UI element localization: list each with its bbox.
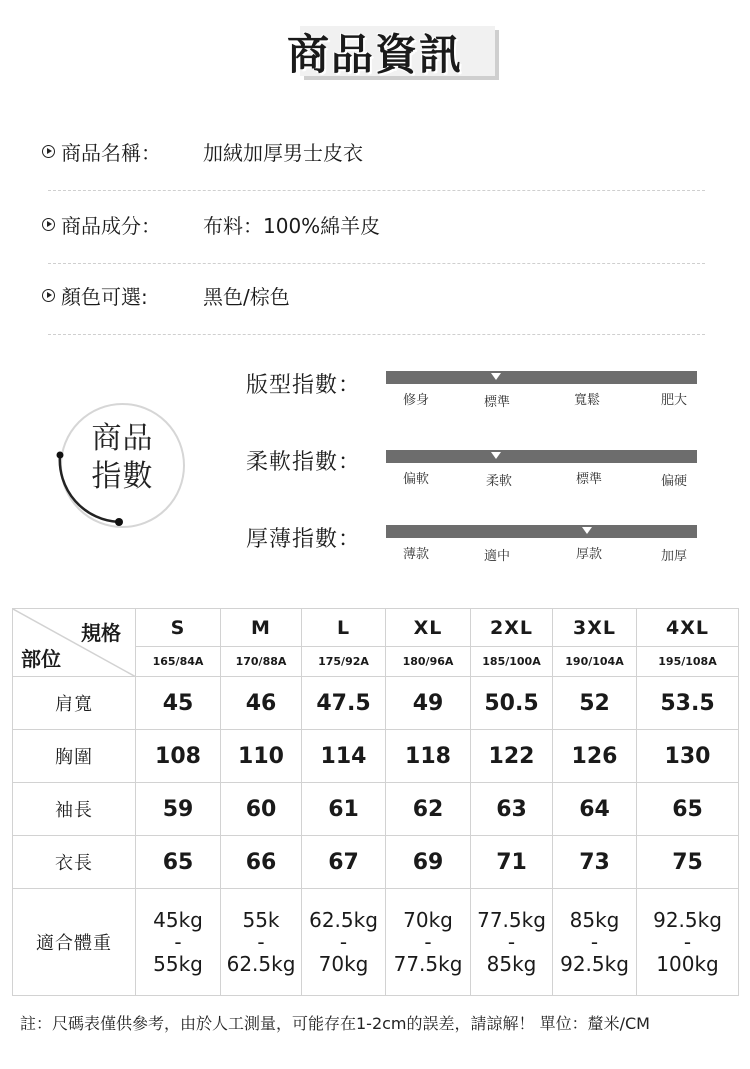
weight-cell <box>553 889 637 996</box>
weight-to: 77.5kg <box>393 952 463 976</box>
part-label: 胸圍 <box>13 730 136 783</box>
weight-to: 100kg <box>656 952 719 976</box>
size-header: L <box>302 609 386 647</box>
table-row <box>13 730 739 783</box>
table-cell: 69 <box>386 836 471 889</box>
size-subheader: 175/92A <box>302 647 386 677</box>
table-cell: 45 <box>136 677 221 730</box>
index-option: 加厚 <box>660 549 687 564</box>
weight-sep: - <box>590 930 599 954</box>
weight-cell <box>386 889 471 996</box>
size-header: M <box>221 609 302 647</box>
weight-from: 45kg <box>153 908 203 932</box>
info-value: 黑色/棕色 <box>203 284 290 309</box>
weight-from: 70kg <box>403 908 453 932</box>
table-row-weight <box>13 889 739 996</box>
index-option: 肥大 <box>660 393 687 408</box>
index-label-fit: 版型指數： <box>246 373 362 398</box>
table-cell: 65 <box>637 783 739 836</box>
page-title: 商品資訊 <box>286 30 463 79</box>
circle-line-1: 商品 <box>91 421 154 456</box>
part-label: 袖長 <box>13 783 136 836</box>
index-option: 偏硬 <box>660 474 687 489</box>
table-cell: 59 <box>136 783 221 836</box>
size-subheader: 190/104A <box>553 647 637 677</box>
part-label: 衣長 <box>13 836 136 889</box>
table-cell: 53.5 <box>637 677 739 730</box>
table-cell: 71 <box>471 836 553 889</box>
divider <box>48 263 705 264</box>
weight-from: 92.5kg <box>653 908 722 932</box>
weight-cell <box>136 889 221 996</box>
table-cell: 126 <box>553 730 637 783</box>
weight-sep: - <box>507 930 516 954</box>
size-header: XL <box>386 609 471 647</box>
size-subheader: 170/88A <box>221 647 302 677</box>
index-marker <box>491 373 501 380</box>
weight-sep: - <box>339 930 348 954</box>
size-header: 4XL <box>637 609 739 647</box>
index-label-thickness: 厚薄指數： <box>246 527 362 552</box>
table-cell: 52 <box>553 677 637 730</box>
size-chart-table <box>12 608 739 996</box>
index-marker <box>491 452 501 459</box>
table-cell: 46 <box>221 677 302 730</box>
weight-to: 55kg <box>153 952 203 976</box>
index-option: 適中 <box>483 549 510 564</box>
weight-to: 85kg <box>486 952 537 976</box>
size-header: S <box>136 609 221 647</box>
table-cell: 118 <box>386 730 471 783</box>
info-row-name <box>42 136 363 166</box>
table-cell: 130 <box>637 730 739 783</box>
table-cell: 122 <box>471 730 553 783</box>
info-label: 商品名稱： <box>61 140 161 165</box>
index-option: 標準 <box>575 472 602 487</box>
table-cell: 73 <box>553 836 637 889</box>
index-marker <box>582 527 592 534</box>
play-circle-icon <box>42 289 55 302</box>
size-subheader: 185/100A <box>471 647 553 677</box>
weight-sep: - <box>683 930 692 954</box>
index-label-softness: 柔軟指數： <box>246 450 362 475</box>
table-row <box>13 677 739 730</box>
weight-from: 62.5kg <box>309 908 378 932</box>
circle-line-2: 指數 <box>91 459 154 494</box>
index-bar-thickness <box>386 525 697 538</box>
footnote: 註：尺碼表僅供參考，由於人工測量，可能存在1-2cm的誤差，請諒解！ 單位：釐米/CM <box>20 1014 650 1033</box>
weight-cell <box>471 889 553 996</box>
table-cell: 63 <box>471 783 553 836</box>
table-cell: 67 <box>302 836 386 889</box>
size-header: 2XL <box>471 609 553 647</box>
weight-cell <box>302 889 386 996</box>
info-label: 商品成分： <box>61 213 161 238</box>
weight-from: 77.5kg <box>477 908 546 932</box>
index-bar-softness <box>386 450 697 463</box>
weight-cell <box>637 889 739 996</box>
size-subheader: 180/96A <box>386 647 471 677</box>
table-cell: 66 <box>221 836 302 889</box>
weight-cell <box>221 889 302 996</box>
corner-spec-label: 規格 <box>81 621 121 645</box>
index-option: 偏軟 <box>402 472 429 487</box>
part-label: 適合體重 <box>13 889 136 996</box>
table-row <box>13 836 739 889</box>
index-option: 寬鬆 <box>573 393 600 408</box>
table-row <box>13 783 739 836</box>
weight-sep: - <box>174 930 182 954</box>
table-cell: 47.5 <box>302 677 386 730</box>
table-cell: 65 <box>136 836 221 889</box>
table-cell: 61 <box>302 783 386 836</box>
info-value: 加絨加厚男士皮衣 <box>203 140 363 165</box>
table-corner-cell <box>13 609 136 677</box>
table-cell: 60 <box>221 783 302 836</box>
info-value: 布料：100%綿羊皮 <box>203 213 381 238</box>
play-circle-icon <box>42 145 55 158</box>
table-cell: 49 <box>386 677 471 730</box>
index-option: 標準 <box>483 395 510 410</box>
play-circle-icon <box>42 218 55 231</box>
index-option: 修身 <box>402 393 429 408</box>
table-cell: 114 <box>302 730 386 783</box>
divider <box>48 190 705 191</box>
index-option: 厚款 <box>575 547 602 562</box>
index-option: 薄款 <box>402 547 429 562</box>
weight-to: 70kg <box>318 952 369 976</box>
table-cell: 62 <box>386 783 471 836</box>
table-cell: 64 <box>553 783 637 836</box>
divider <box>48 334 705 335</box>
weight-sep: - <box>424 930 432 954</box>
info-label: 顏色可選: <box>61 284 148 309</box>
index-bar-fit <box>386 371 697 384</box>
table-cell: 110 <box>221 730 302 783</box>
table-cell: 108 <box>136 730 221 783</box>
weight-from: 85kg <box>569 908 620 932</box>
index-circle-text <box>60 420 185 496</box>
size-header: 3XL <box>553 609 637 647</box>
weight-to: 92.5kg <box>560 952 629 976</box>
size-subheader: 165/84A <box>136 647 221 677</box>
index-option: 柔軟 <box>485 474 512 489</box>
table-cell: 75 <box>637 836 739 889</box>
info-row-color <box>42 280 290 310</box>
weight-sep: - <box>257 930 265 954</box>
info-row-material <box>42 209 380 239</box>
weight-to: 62.5kg <box>226 952 296 976</box>
size-subheader: 195/108A <box>637 647 739 677</box>
part-label: 肩寬 <box>13 677 136 730</box>
weight-from: 55k <box>242 908 280 932</box>
corner-part-label: 部位 <box>21 647 61 671</box>
table-cell: 50.5 <box>471 677 553 730</box>
